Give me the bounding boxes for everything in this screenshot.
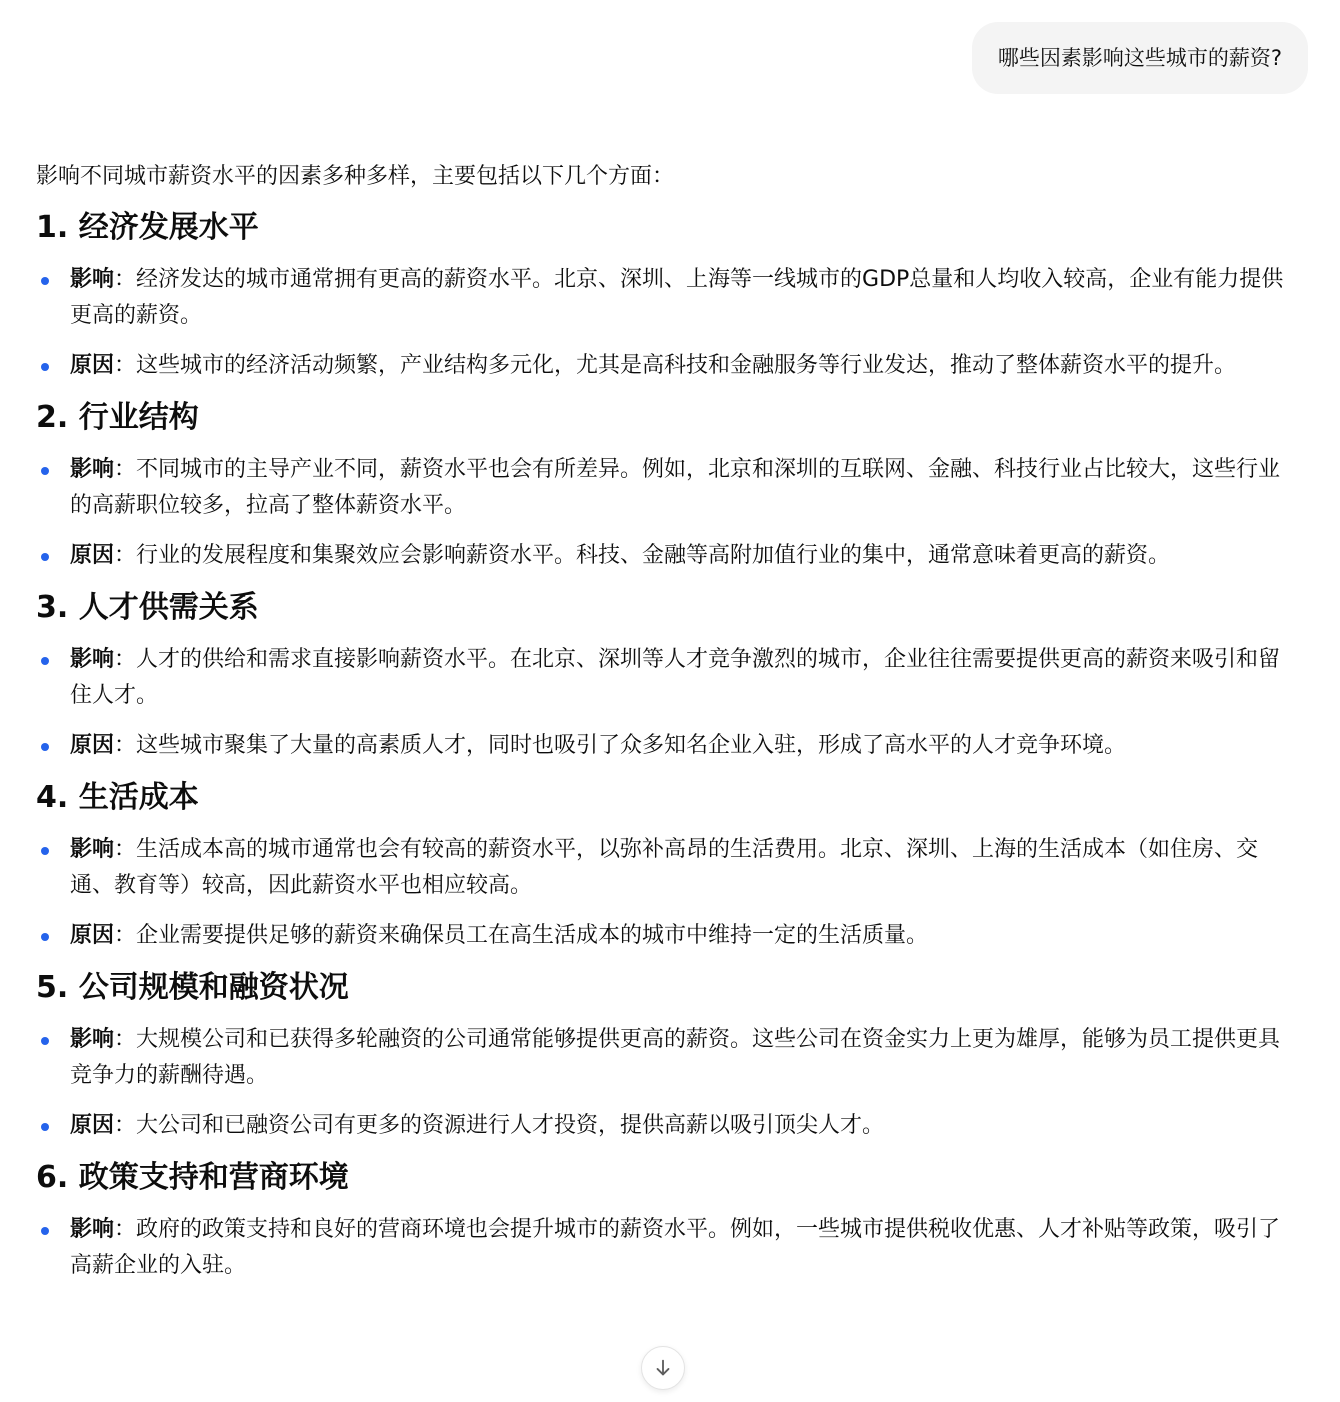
label-separator: ： [114, 267, 137, 292]
bullet-list [36, 832, 1300, 954]
label-separator: ： [114, 1113, 137, 1138]
label-separator: ： [114, 457, 137, 482]
section-title: 6. 政策支持和营商环境 [36, 1160, 349, 1195]
bullet-list [36, 1022, 1300, 1144]
label-separator: ： [114, 1027, 137, 1052]
bullet-dot-icon [41, 363, 49, 371]
bullet-dot-icon [41, 933, 49, 941]
user-message-bubble [972, 22, 1308, 94]
item-label: 原因 [70, 733, 115, 758]
bullet-dot-icon [41, 743, 49, 751]
section-title: 5. 公司规模和融资状况 [36, 970, 349, 1005]
label-separator: ： [114, 733, 137, 758]
assistant-message [36, 158, 1300, 1298]
section-title: 1. 经济发展水平 [36, 210, 259, 245]
assistant-intro: 影响不同城市薪资水平的因素多种多样，主要包括以下几个方面： [36, 164, 675, 189]
bullet-dot-icon [41, 847, 49, 855]
bullet-dot-icon [41, 1037, 49, 1045]
list-item [36, 452, 1300, 524]
section-title: 4. 生活成本 [36, 780, 199, 815]
label-separator: ： [114, 647, 137, 672]
list-item [36, 1108, 1300, 1144]
bullet-list [36, 642, 1300, 764]
item-label: 影响 [70, 267, 115, 292]
bullet-list [36, 452, 1300, 574]
bullet-dot-icon [41, 553, 49, 561]
bullet-list [36, 262, 1300, 384]
user-message-text: 哪些因素影响这些城市的薪资? [997, 46, 1282, 70]
item-label: 影响 [70, 1027, 115, 1052]
list-item [36, 1022, 1300, 1094]
section-title: 2. 行业结构 [36, 400, 199, 435]
item-text: 不同城市的主导产业不同，薪资水平也会有所差异。例如，北京和深圳的互联网、金融、科技行业占比较大，这些行业的高薪职位较多，拉高了整体薪资水平。 [70, 457, 1281, 518]
item-text: 这些城市聚集了大量的高素质人才，同时也吸引了众多知名企业入驻，形成了高水平的人才竞争环境。 [136, 733, 1127, 758]
item-text: 大公司和已融资公司有更多的资源进行人才投资，提供高薪以吸引顶尖人才。 [136, 1113, 885, 1138]
section-policy-business-environment [36, 1158, 1300, 1284]
item-text: 政府的政策支持和良好的营商环境也会提升城市的薪资水平。例如，一些城市提供税收优惠、人才补贴等政策，吸引了高薪企业的入驻。 [70, 1217, 1281, 1278]
label-separator: ： [114, 923, 137, 948]
list-item [36, 348, 1300, 384]
item-text: 生活成本高的城市通常也会有较高的薪资水平，以弥补高昂的生活费用。北京、深圳、上海的生活成本（如住房、交通、教育等）较高，因此薪资水平也相应较高。 [70, 837, 1259, 898]
list-item [36, 262, 1300, 334]
arrow-down-icon [652, 1357, 674, 1379]
item-text: 经济发达的城市通常拥有更高的薪资水平。北京、深圳、上海等一线城市的GDP总量和人均收入较高，企业有能力提供更高的薪资。 [70, 267, 1284, 328]
section-industry-structure [36, 398, 1300, 574]
list-item [36, 728, 1300, 764]
item-label: 影响 [70, 837, 115, 862]
item-text: 行业的发展程度和集聚效应会影响薪资水平。科技、金融等高附加值行业的集中，通常意味着更高的薪资。 [136, 543, 1171, 568]
bullet-dot-icon [41, 657, 49, 665]
list-item [36, 538, 1300, 574]
list-item [36, 918, 1300, 954]
item-label: 原因 [70, 543, 115, 568]
bullet-dot-icon [41, 1123, 49, 1131]
bullet-dot-icon [41, 277, 49, 285]
label-separator: ： [114, 353, 137, 378]
item-label: 影响 [70, 457, 115, 482]
label-separator: ： [114, 1217, 137, 1242]
item-label: 影响 [70, 1217, 115, 1242]
bullet-dot-icon [41, 467, 49, 475]
bullet-dot-icon [41, 1227, 49, 1235]
section-cost-of-living [36, 778, 1300, 954]
section-economic-development [36, 208, 1300, 384]
item-label: 原因 [70, 353, 115, 378]
label-separator: ： [114, 837, 137, 862]
list-item [36, 1212, 1300, 1284]
item-text: 这些城市的经济活动频繁，产业结构多元化，尤其是高科技和金融服务等行业发达，推动了整体薪资水平的提升。 [136, 353, 1237, 378]
item-label: 原因 [70, 923, 115, 948]
list-item [36, 832, 1300, 904]
section-talent-supply-demand [36, 588, 1300, 764]
label-separator: ： [114, 543, 137, 568]
bullet-list [36, 1212, 1300, 1284]
item-text: 企业需要提供足够的薪资来确保员工在高生活成本的城市中维持一定的生活质量。 [136, 923, 929, 948]
item-label: 影响 [70, 647, 115, 672]
item-text: 大规模公司和已获得多轮融资的公司通常能够提供更高的薪资。这些公司在资金实力上更为雄厚，能够为员工提供更具竞争力的薪酬待遇。 [70, 1027, 1281, 1088]
section-title: 3. 人才供需关系 [36, 590, 259, 625]
item-text: 人才的供给和需求直接影响薪资水平。在北京、深圳等人才竞争激烈的城市，企业往往需要提供更高的薪资来吸引和留住人才。 [70, 647, 1281, 708]
item-label: 原因 [70, 1113, 115, 1138]
scroll-to-bottom-button[interactable] [641, 1346, 685, 1390]
list-item [36, 642, 1300, 714]
section-company-size-funding [36, 968, 1300, 1144]
